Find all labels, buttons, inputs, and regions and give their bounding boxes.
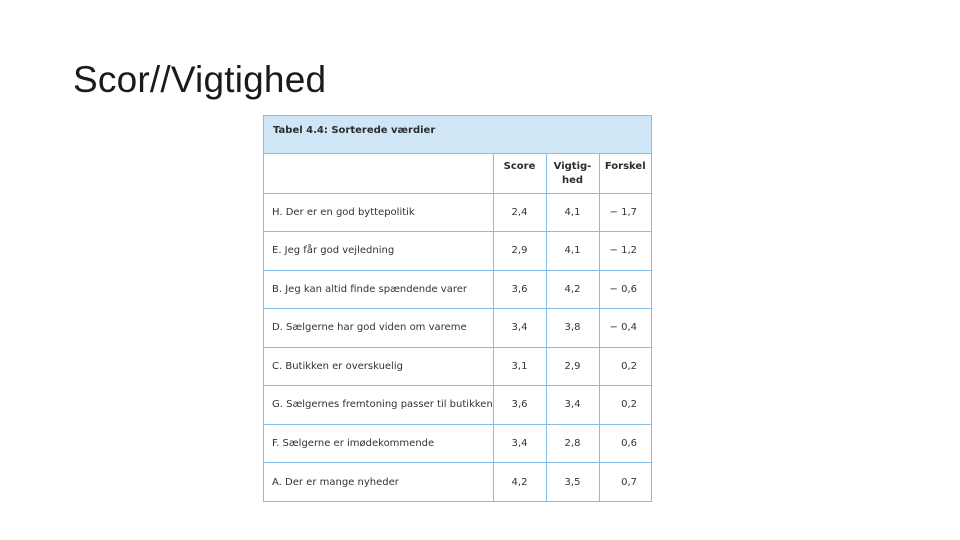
row-forskel: − 1,2 (599, 232, 651, 271)
row-forskel: − 0,4 (599, 309, 651, 348)
row-vigtighed: 2,8 (546, 424, 599, 463)
row-score: 4,2 (493, 463, 546, 502)
table-row (264, 232, 651, 271)
table-row (264, 270, 651, 309)
row-vigtighed: 2,9 (546, 347, 599, 386)
row-label: F. Sælgerne er imødekommende (264, 424, 493, 463)
values-table (264, 154, 651, 501)
header-vigtighed-line1: Vigtig- (553, 161, 592, 172)
row-forskel: 0,6 (599, 424, 651, 463)
row-label: C. Butikken er overskuelig (264, 347, 493, 386)
slide-title: Scor//Vigtighed (73, 59, 327, 100)
row-vigtighed: 4,1 (546, 232, 599, 271)
row-vigtighed: 4,1 (546, 193, 599, 232)
table-row (264, 463, 651, 502)
row-vigtighed: 3,8 (546, 309, 599, 348)
table-caption: Tabel 4.4: Sorterede værdier (264, 116, 651, 154)
row-forskel: − 0,6 (599, 270, 651, 309)
row-forskel: 0,7 (599, 463, 651, 502)
row-vigtighed: 3,4 (546, 386, 599, 425)
row-vigtighed: 4,2 (546, 270, 599, 309)
row-forskel: − 1,7 (599, 193, 651, 232)
row-label: D. Sælgerne har god viden om vareme (264, 309, 493, 348)
table-row (264, 309, 651, 348)
row-score: 3,4 (493, 424, 546, 463)
row-score: 3,6 (493, 386, 546, 425)
header-forskel: Forskel (599, 154, 651, 193)
row-label: A. Der er mange nyheder (272, 476, 399, 488)
header-row (264, 154, 651, 193)
row-forskel: 0,2 (599, 386, 651, 425)
data-table (263, 115, 652, 502)
row-score: 3,4 (493, 309, 546, 348)
row-label: B. Jeg kan altid finde spændende varer (264, 270, 493, 309)
header-label (264, 154, 493, 193)
row-forskel: 0,2 (599, 347, 651, 386)
header-score: Score (493, 154, 546, 193)
table-row (264, 193, 651, 232)
table-row (264, 386, 651, 425)
table-row (264, 424, 651, 463)
row-score: 3,1 (493, 347, 546, 386)
header-vigtighed-line2: hed (561, 175, 584, 186)
table-row (264, 347, 651, 386)
row-label: E. Jeg får god vejledning (264, 232, 493, 271)
row-label: H. Der er en god byttepolitik (264, 193, 493, 232)
row-label: G. Sælgernes fremtoning passer til butikken (264, 386, 493, 425)
row-score: 2,4 (493, 193, 546, 232)
row-score: 3,6 (493, 270, 546, 309)
row-score: 2,9 (493, 232, 546, 271)
header-vigtighed (546, 154, 599, 193)
row-vigtighed: 3,5 (546, 463, 599, 502)
